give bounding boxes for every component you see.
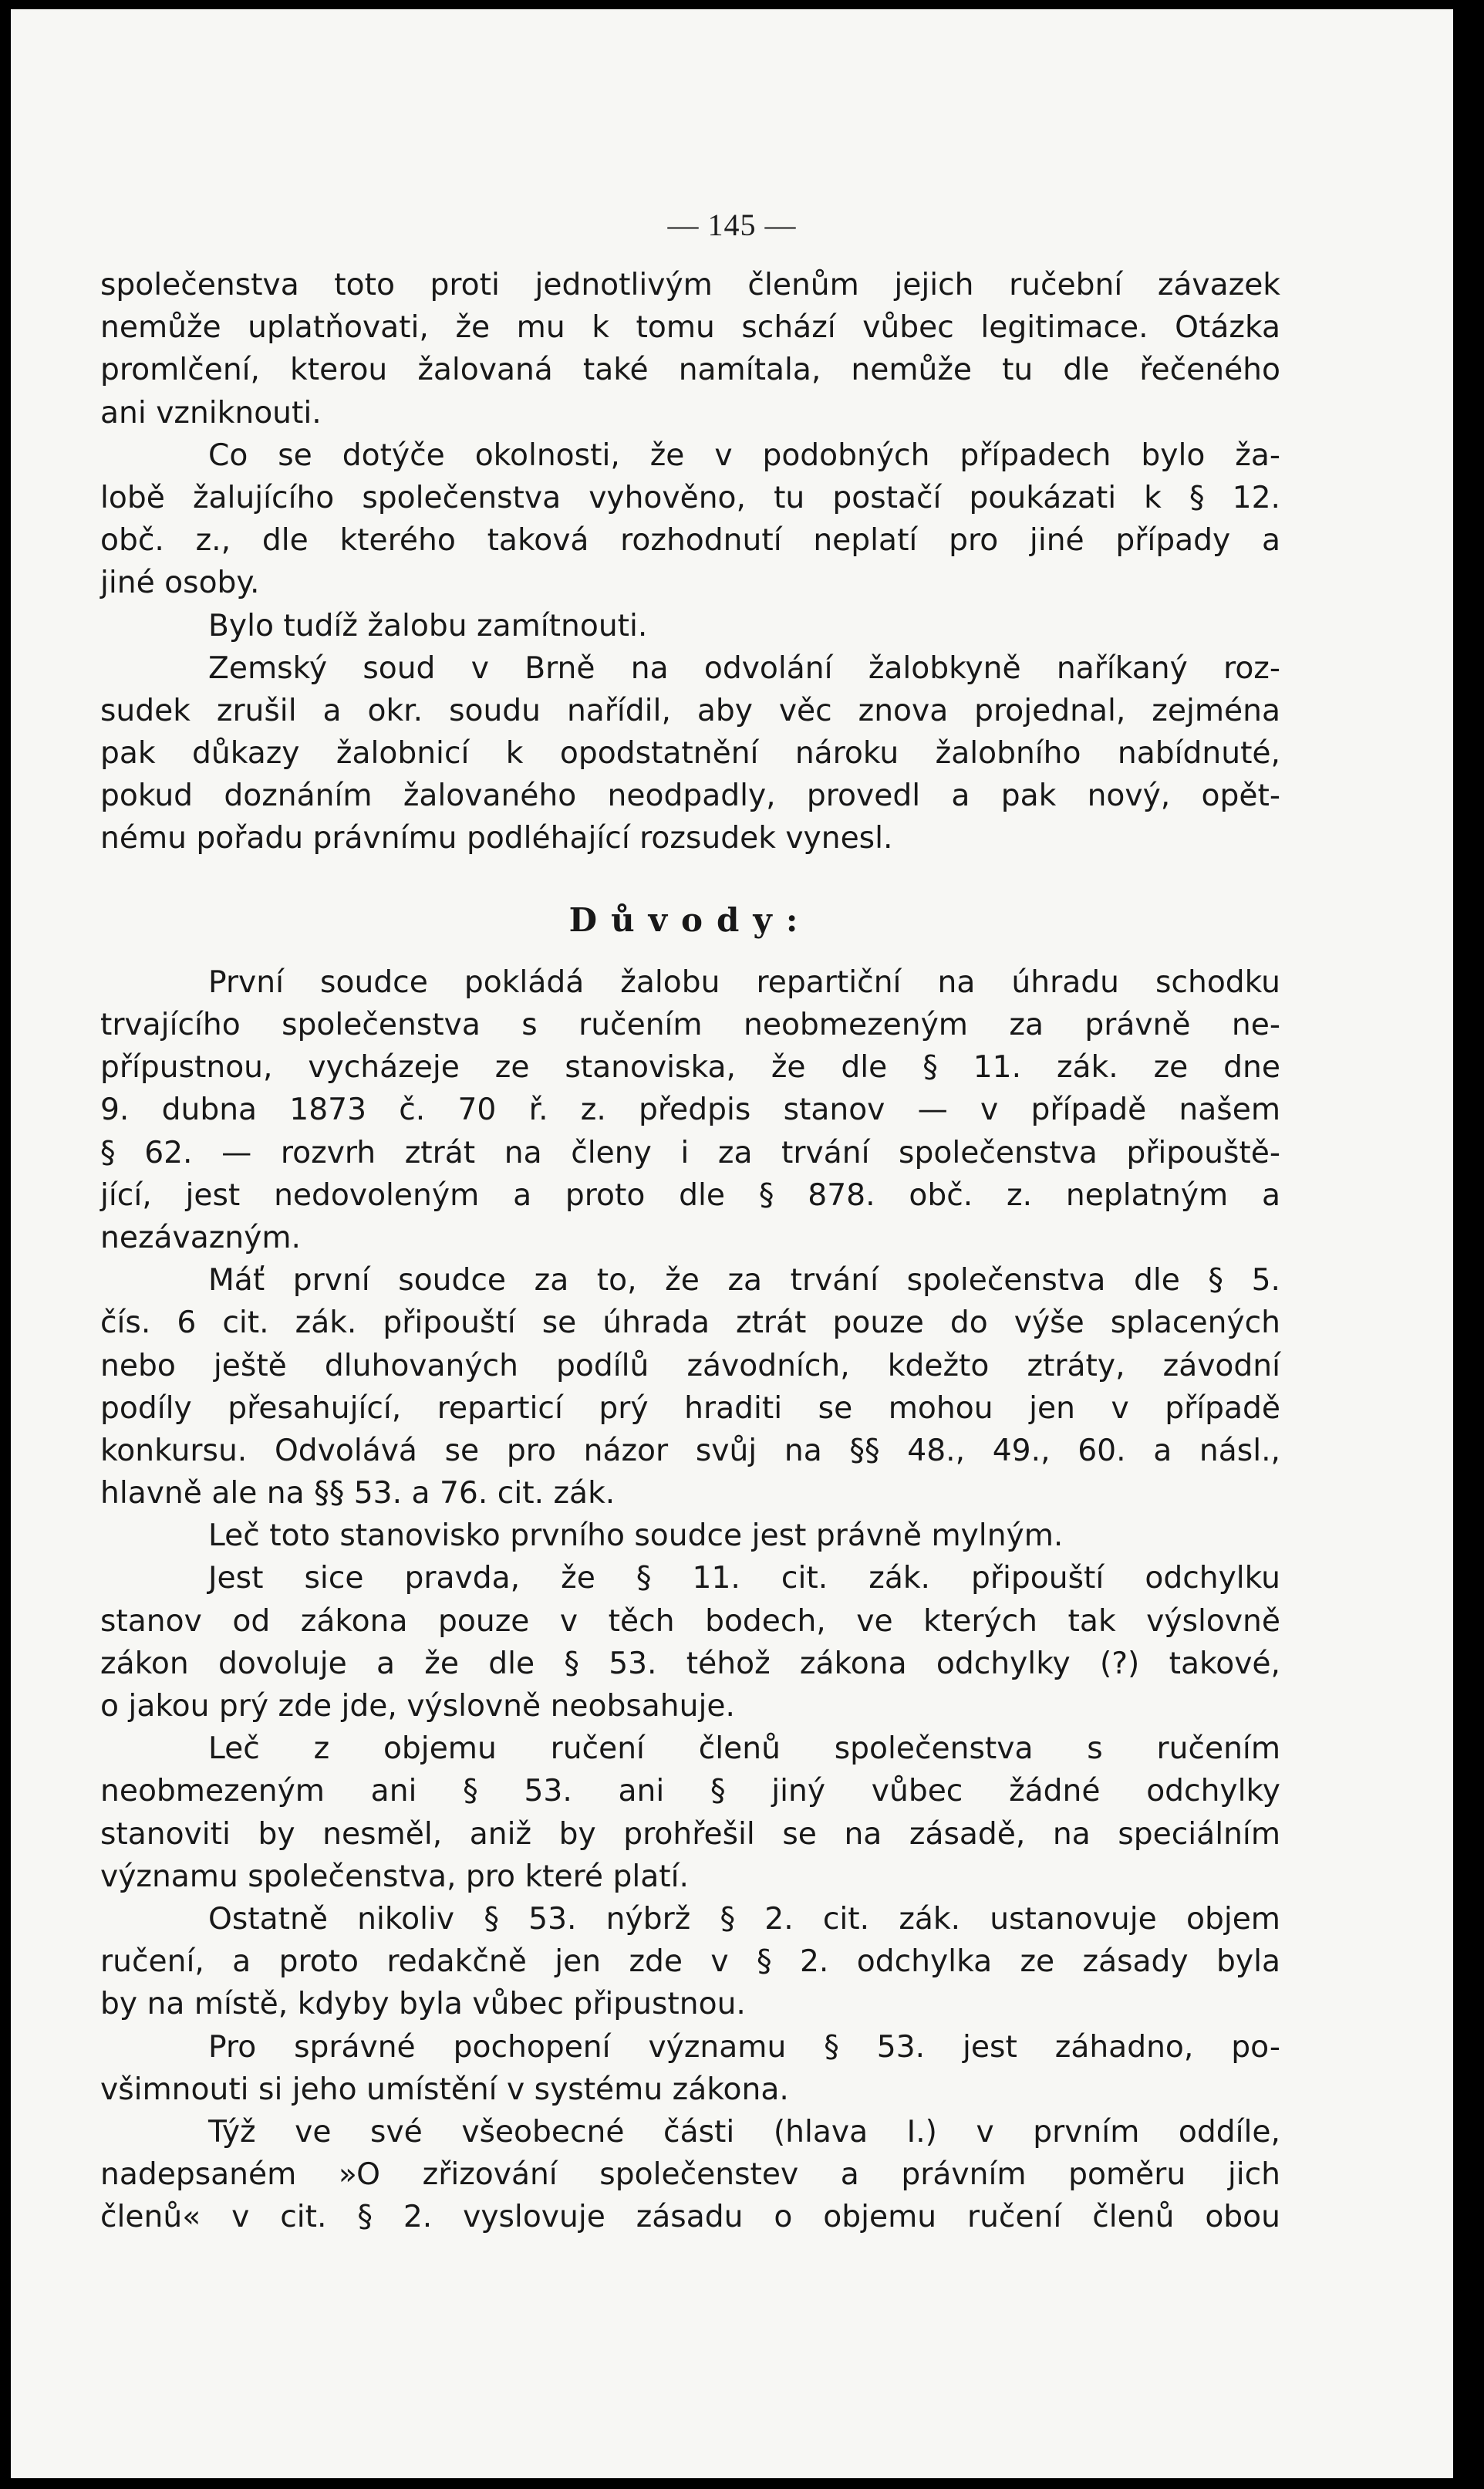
text-line: pokud doznáním žalovaného neodpadly, provedl a pak nový, opět- (100, 778, 1280, 814)
text-line: nému pořadu právnímu podléhající rozsudek vynesl. (100, 821, 893, 856)
text-line: obč. z., dle kterého taková rozhodnutí neplatí pro jiné případy a (100, 523, 1280, 559)
text-line: pak důkazy žalobnicí k opodstatnění nároku žalobního nabídnuté, (100, 736, 1280, 772)
text-line: stanoviti by nesměl, aniž by prohřešil se na zásadě, na speciálním (100, 1816, 1280, 1852)
text-line: § 62. — rozvrh ztrát na členy i za trvání společenstva připouště- (100, 1135, 1280, 1170)
text-line: jiné osoby. (100, 566, 260, 601)
scanned-page (11, 9, 1453, 2478)
spacer (100, 860, 1280, 899)
text-line: Pro správné pochopení významu § 53. jest záhadno, po- (208, 2029, 1280, 2065)
text-line: nadepsaném »O zřizování společenstev a právním poměru jich (100, 2157, 1280, 2193)
text-line: nebo ještě dluhovaných podílů závodních, kdežto ztráty, závodní (100, 1348, 1280, 1383)
text-line: přípustnou, vycházeje ze stanoviska, že dle § 11. zák. ze dne (100, 1050, 1280, 1086)
text-block-part1 (100, 264, 1280, 860)
text-line: promlčení, kterou žalovaná také namítala, nemůže tu dle řečeného (100, 353, 1280, 388)
text-line: konkursu. Odvolává se pro názor svůj na §§ 48., 49., 60. a násl., (100, 1433, 1280, 1468)
text-line: o jakou prý zde jde, výslovně neobsahuje. (100, 1689, 735, 1724)
text-line: všimnouti si jeho umístění v systému zákona. (100, 2072, 789, 2107)
text-line: Co se dotýče okolnosti, že v podobných případech bylo ža- (208, 437, 1280, 473)
text-line: trvajícího společenstva s ručením neobmezeným za právně ne- (100, 1008, 1280, 1042)
page-number: — 145 — (667, 208, 797, 242)
text-line: Jest sice pravda, že § 11. cit. zák. připouští odchylku (208, 1561, 1280, 1596)
text-line: Zemský soud v Brně na odvolání žalobkyně naříkaný roz- (208, 650, 1280, 686)
text-line: čís. 6 cit. zák. připouští se úhrada ztrát pouze do výše splacených (100, 1305, 1280, 1341)
text-line: společenstva toto proti jednotlivým členům jejich ručební závazek (100, 268, 1280, 302)
text-line: neobmezeným ani § 53. ani § jiný vůbec žádné odchylky (100, 1774, 1280, 1809)
text-line: členů« v cit. § 2. vyslovuje zásadu o objemu ručení členů obou (100, 2200, 1280, 2235)
text-line: 9. dubna 1873 č. 70 ř. z. předpis stanov — v případě našem (100, 1093, 1280, 1128)
text-line: Ostatně nikoliv § 53. nýbrž § 2. cit. zák. ustanovuje objem (208, 1901, 1280, 1937)
text-line: Bylo tudíž žalobu zamítnouti. (208, 608, 648, 643)
text-line: jící, jest nedovoleným a proto dle § 878. obč. z. neplatným a (100, 1177, 1280, 1213)
text-block-part2 (100, 961, 1280, 2239)
text-line: ani vzniknouti. (100, 395, 322, 431)
text-line: Máť první soudce za to, že za trvání společenstva dle § 5. (208, 1263, 1280, 1299)
text-line: nemůže uplatňovati, že mu k tomu schází vůbec legitimace. Otázka (100, 310, 1280, 346)
body-text (100, 264, 1280, 2238)
text-line: nezávazným. (100, 1220, 301, 1255)
text-line: sudek zrušil a okr. soudu nařídil, aby věc znova projednal, zejména (100, 693, 1280, 728)
spacer (100, 941, 1280, 961)
text-line: zákon dovoluje a že dle § 53. téhož zákona odchylky (?) takové, (100, 1646, 1280, 1681)
text-line: podíly přesahující, reparticí prý hraditi se mohou jen v případě (100, 1390, 1280, 1426)
text-line: Leč z objemu ručení členů společenstva s ručením (208, 1731, 1280, 1767)
text-line: by na místě, kdyby byla vůbec připustnou. (100, 1987, 746, 2022)
text-line: Leč toto stanovisko prvního soudce jest právně mylným. (208, 1518, 1064, 1554)
text-line: ručení, a proto redakčně jen zde v § 2. odchylka ze zásady byla (100, 1944, 1280, 1980)
text-line: hlavně ale na §§ 53. a 76. cit. zák. (100, 1476, 616, 1511)
text-line: lobě žalujícího společenstva vyhověno, tu postačí poukázati k § 12. (100, 480, 1280, 515)
text-line: významu společenstva, pro které platí. (100, 1859, 689, 1894)
text-line: První soudce pokládá žalobu repartiční na úhradu schodku (208, 964, 1280, 1000)
text-line: Týž ve své všeobecné části (hlava I.) v prvním oddíle, (208, 2114, 1280, 2150)
section-heading: Důvody: (568, 900, 812, 939)
text-line: stanov od zákona pouze v těch bodech, ve kterých tak výslovně (100, 1603, 1280, 1639)
